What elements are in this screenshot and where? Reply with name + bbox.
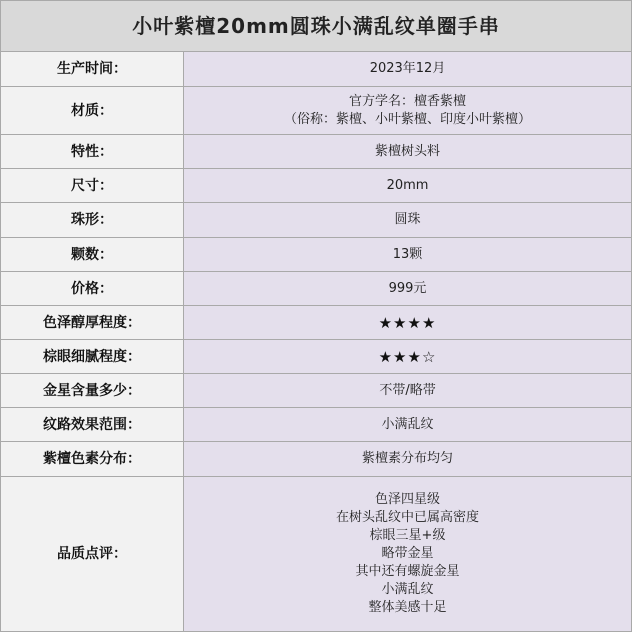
pigment-distribution-value [184,442,632,477]
spec-row-bead-count [1,238,632,272]
bead-count-label: 颗数： [1,238,184,272]
product-title: 小叶紫檀20mm圆珠小满乱纹单圈手串 [1,1,632,52]
pore-fineness-value-line: ★★★☆ [378,347,437,366]
gold-star-content-value [184,374,632,408]
pigment-distribution-label: 紫檀色素分布： [1,442,184,477]
spec-row-production-date [1,52,632,87]
material-value-line: 官方学名：檀香紫檀 [349,93,467,109]
production-date-value-line: 2023年12月 [369,61,446,76]
pigment-distribution-value-line: 紫檀素分布均匀 [362,451,454,466]
bead-count-value [184,238,632,272]
bead-shape-label: 珠形： [1,203,184,238]
quality-review-label: 品质点评： [1,477,184,632]
grain-pattern-range-value-line: 小满乱纹 [381,416,434,432]
pore-fineness-value [184,340,632,374]
characteristic-value [184,135,632,169]
spec-row-material [1,87,632,135]
spec-row-price [1,272,632,306]
quality-review-value-line: 小满乱纹 [381,582,434,597]
production-date-value [184,52,632,87]
spec-row-bead-shape [1,203,632,238]
characteristic-value-line: 紫檀树头料 [375,143,441,159]
spec-row-characteristic [1,135,632,169]
size-value-line: 20mm [386,177,429,193]
spec-row-quality-review [1,477,632,632]
bead-shape-value-line: 圆珠 [394,212,421,227]
material-label: 材质： [1,87,184,135]
price-value-line: 999元 [388,280,427,296]
color-richness-value [184,306,632,340]
gold-star-content-label: 金星含量多少： [1,374,184,408]
spec-row-size [1,169,632,203]
quality-review-value-line: 棕眼三星+级 [369,528,446,543]
quality-review-value-line: 色泽四星级 [375,492,441,507]
quality-review-value-line: 其中还有螺旋金星 [355,564,460,579]
gold-star-content-value-line: 不带/略带 [379,382,436,398]
bead-count-value-line: 13颗 [392,246,423,262]
size-value [184,169,632,203]
price-label: 价格： [1,272,184,306]
bead-shape-value [184,203,632,238]
characteristic-label: 特性： [1,135,184,169]
grain-pattern-range-value [184,408,632,442]
spec-row-color-richness [1,306,632,340]
price-value [184,272,632,306]
spec-row-pigment-distribution [1,442,632,477]
title-row [1,1,632,52]
material-value-line: （俗称：紫檀、小叶紫檀、印度小叶紫檀） [284,111,532,127]
quality-review-value-line: 略带金星 [381,546,434,561]
quality-review-value [184,477,632,632]
spec-row-grain-pattern-range [1,408,632,442]
spec-row-gold-star-content [1,374,632,408]
material-value [184,87,632,135]
quality-review-value-line: 整体美感十足 [368,600,447,615]
color-richness-value-line: ★★★★ [378,313,437,332]
grain-pattern-range-label: 纹路效果范围： [1,408,184,442]
quality-review-value-line: 在树头乱纹中已属高密度 [336,510,480,525]
production-date-label: 生产时间： [1,52,184,87]
color-richness-label: 色泽醇厚程度： [1,306,184,340]
pore-fineness-label: 棕眼细腻程度： [1,340,184,374]
size-label: 尺寸： [1,169,184,203]
spec-row-pore-fineness [1,340,632,374]
